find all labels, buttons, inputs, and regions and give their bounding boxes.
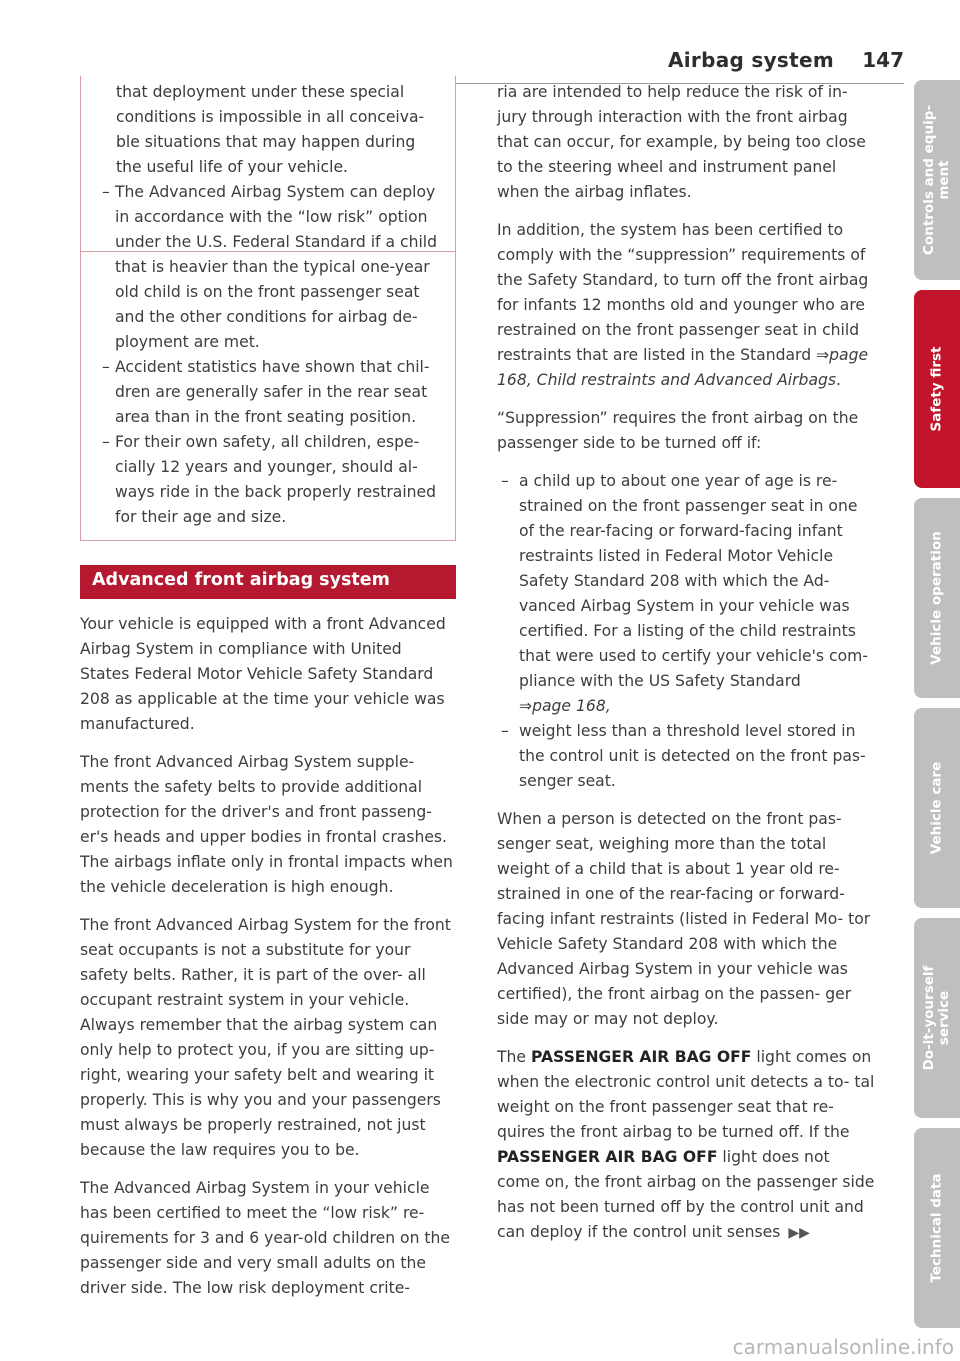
paragraph: The PASSENGER AIR BAG OFF light comes on when the electronic control unit detects a to- tal weight on the front passenger seat that re- quires the front airbag to be turned off. If the PASSENGER AIR BAG OFF light does not come on, the front airbag on the passenger side has not been turned off by the control unit and can deploy if the control unit senses ▶▶ <box>497 1045 877 1246</box>
tab-technical-data[interactable]: Technical data <box>914 1128 960 1328</box>
warning-line: the useful life of your vehicle. <box>116 158 349 176</box>
warning-bullet: – For their own safety, all children, espe- cially 12 years and younger, should al- ways ride in the back properly restrained for their age and size. <box>102 433 437 526</box>
left-column <box>80 612 456 1314</box>
paragraph: “Suppression” requires the front airbag on the passenger side to be turned off if: <box>497 409 859 452</box>
page-reference-link[interactable]: page 168, <box>532 697 611 715</box>
continue-arrow-icon: ▶▶ <box>788 1225 810 1241</box>
warning-box-frame <box>80 76 456 541</box>
paragraph: ria are intended to help reduce the risk of in- jury through interaction with the front airbag that can occur, for example, by being too close to the steering wheel and instrument panel when the airbag inflates. <box>497 83 866 201</box>
tab-vehicle-care[interactable]: Vehicle care <box>914 708 960 908</box>
page-number: 147 <box>862 48 904 72</box>
paragraph: When a person is detected on the front pas- senger seat, weighing more than the total weight of a child that is about 1 year old re- strained in one of the rear-facing or forward- facing infant restraints (listed in Federal Mo- tor Vehicle Safety Standard 208 with which the Advanced Airbag System in your vehicle was certified), the front airbag on the passen- ger side may or may not deploy. <box>497 810 871 1028</box>
warning-line: conditions is impossible in all conceiva- <box>116 108 425 126</box>
tab-controls-and-equipment[interactable]: Controls and equip- ment <box>914 80 960 280</box>
chapter-title: Airbag system <box>668 48 834 72</box>
paragraph: The front Advanced Airbag System supple- ments the safety belts to provide additional protection for the driver's and front passeng- er's heads and upper bodies in frontal crashes. The airbags inflate only in frontal impacts when the vehicle deceleration is high enough. <box>80 753 453 896</box>
paragraph: The front Advanced Airbag System for the front seat occupants is not a substitute for your safety belts. Rather, it is part of the over- all occupant restraint system in your vehicle. Always remember that the airbag system can only help to protect you, if you are sitting up- right, wearing your safety belt and wearing it properly. This is why you and your passengers must always be properly restrained, not just because the law requires you to be. <box>80 916 451 1159</box>
warning-line: that deployment under these special <box>116 83 405 101</box>
tab-vehicle-operation[interactable]: Vehicle operation <box>914 498 960 698</box>
list-item: – weight less than a threshold level stored in the control unit is detected on the front pas- senger seat. <box>501 722 866 790</box>
warning-line: ble situations that may happen during <box>116 133 416 151</box>
tab-do-it-yourself-service[interactable]: Do-it-yourself service <box>914 918 960 1118</box>
paragraph: The Advanced Airbag System in your vehicle has been certified to meet the “low risk” re- quirements for 3 and 6 year-old children on the passenger side and very small adults on the driver side. The low risk deployment crite- <box>80 1179 451 1297</box>
section-heading: Advanced front airbag system <box>80 565 456 599</box>
paragraph: In addition, the system has been certified to comply with the “suppression” requirements of the Safety Standard, to turn off the front airbag for infants 12 months old and younger who are restrained on the front passenger seat in child restraints that are listed in the Standard ⇒page 168, Child restraints and Advanced Airbags. <box>497 221 869 389</box>
page-reference-link[interactable]: page 168, Child restraints and Advanced Airbags <box>497 346 869 389</box>
list-item: – a child up to about one year of age is re- strained on the front passenger seat in one of the rear-facing or forward-facing infant restraints listed in Federal Motor Vehicle Safety Standard 208 with which the Ad- vanced Airbag System in your vehicle was certified. For a listing of the child restraints that were used to certify your vehicle's com- pliance with the US Safety Standard ⇒page 168, <box>501 472 868 715</box>
reference-arrow-icon: ⇒ <box>816 346 830 364</box>
warning-bullet: – The Advanced Airbag System can deploy in accordance with the “low risk” option under the U.S. Federal Standard if a child that is heavier than the typical one-year old child is on the front passenger seat and the other conditions for airbag de- ployment are met. <box>102 183 438 351</box>
reference-arrow-icon: ⇒ <box>519 697 533 715</box>
warning-bullet: – Accident statistics have shown that chil- dren are generally safer in the rear seat area than in the front seating position. <box>102 358 430 426</box>
paragraph: Your vehicle is equipped with a front Advanced Airbag System in compliance with United States Federal Motor Vehicle Safety Standard 208 as applicable at the time your vehicle was manufactured. <box>80 615 446 733</box>
right-column <box>497 80 877 1259</box>
tab-safety-first[interactable]: Safety first <box>914 290 960 488</box>
watermark: carmanualsonline.info <box>732 1335 954 1359</box>
